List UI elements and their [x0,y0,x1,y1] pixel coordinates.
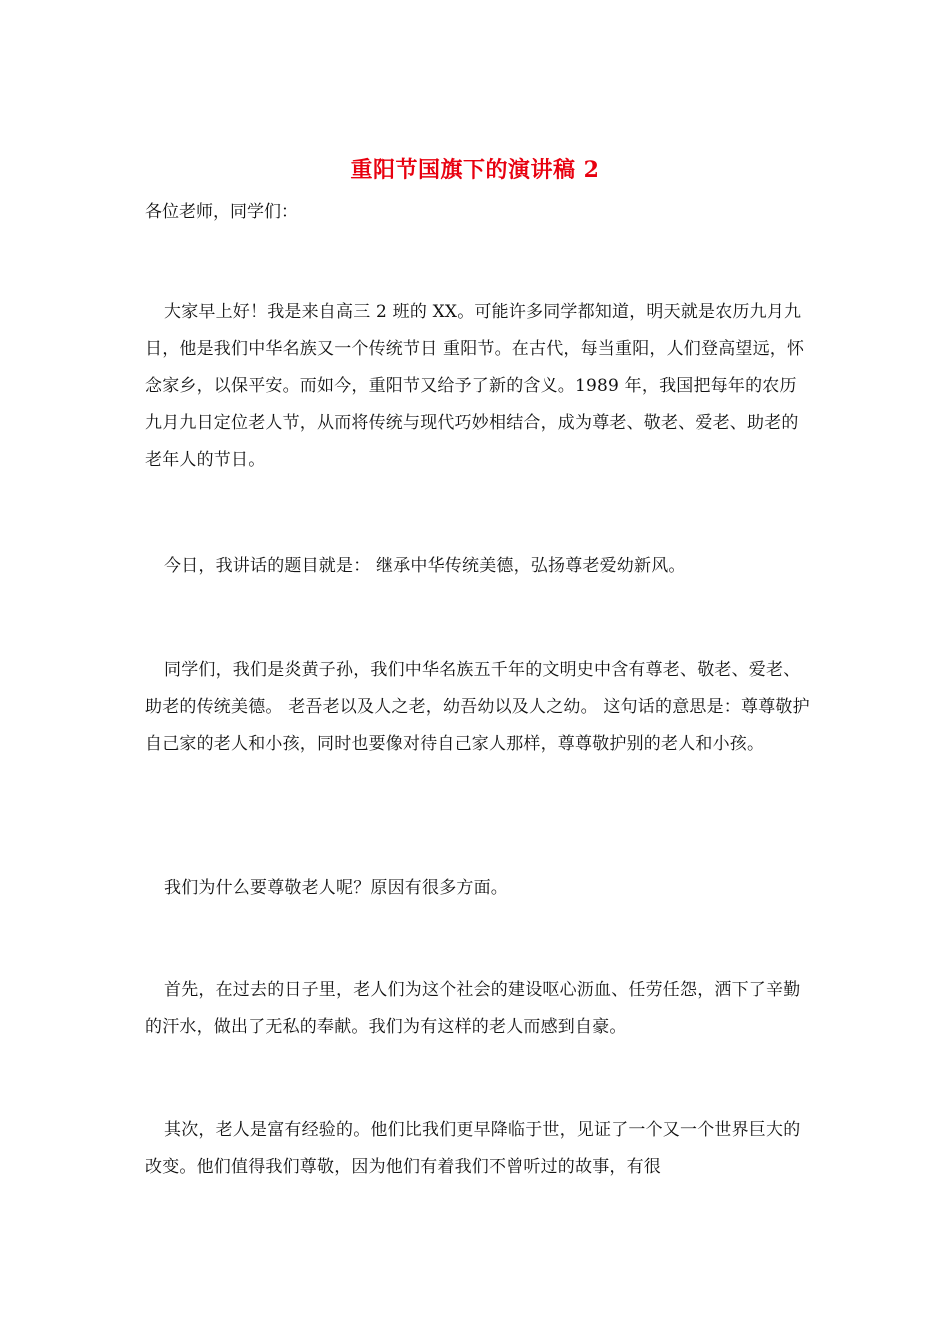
paragraph-5: 首先，在过去的日子里，老人们为这个社会的建设呕心沥血、任劳任怨，洒下了辛勤的汗水，做出了无私的奉献。我们为有这样的老人而感到自豪。 [145,980,801,1037]
paragraph-3: 同学们，我们是炎黄子孙，我们中华名族五千年的文明史中含有尊老、敬老、爱老、助老的传统美德。 老吾老以及人之老，幼吾幼以及人之幼。 这句话的意思是：尊尊敬护自己家的老人和小孩，同时也要像对待自己家人那样，尊尊敬护别的老人和小孩。 [145,660,810,754]
paragraph-2: 今日，我讲话的题目就是： 继承中华传统美德，弘扬尊老爱幼新风。 [164,556,686,576]
paragraph-1: 大家早上好！我是来自高三 2 班的 XX。可能许多同学都知道，明天就是农历九月九日，他是我们中华名族又一个传统节日 重阳节。在古代，每当重阳，人们登高望远，怀念家乡，以保平安。而如今，重阳节又给予了新的含义。1989 年，我国把每年的农历九月九日定位老人节，从而将传统与现代巧妙相结合，成为尊老、敬老、爱老、助老的老年人的节日。 [145,302,805,470]
paragraph-6: 其次，老人是富有经验的。他们比我们更早降临于世，见证了一个又一个世界巨大的改变。他们值得我们尊敬，因为他们有着我们不曾听过的故事，有很 [145,1120,801,1177]
greeting-line: 各位老师，同学们： [145,202,298,222]
document-title: 重阳节国旗下的演讲稿 2 [350,157,600,183]
paragraph-4: 我们为什么要尊敬老人呢？原因有很多方面。 [164,878,508,898]
